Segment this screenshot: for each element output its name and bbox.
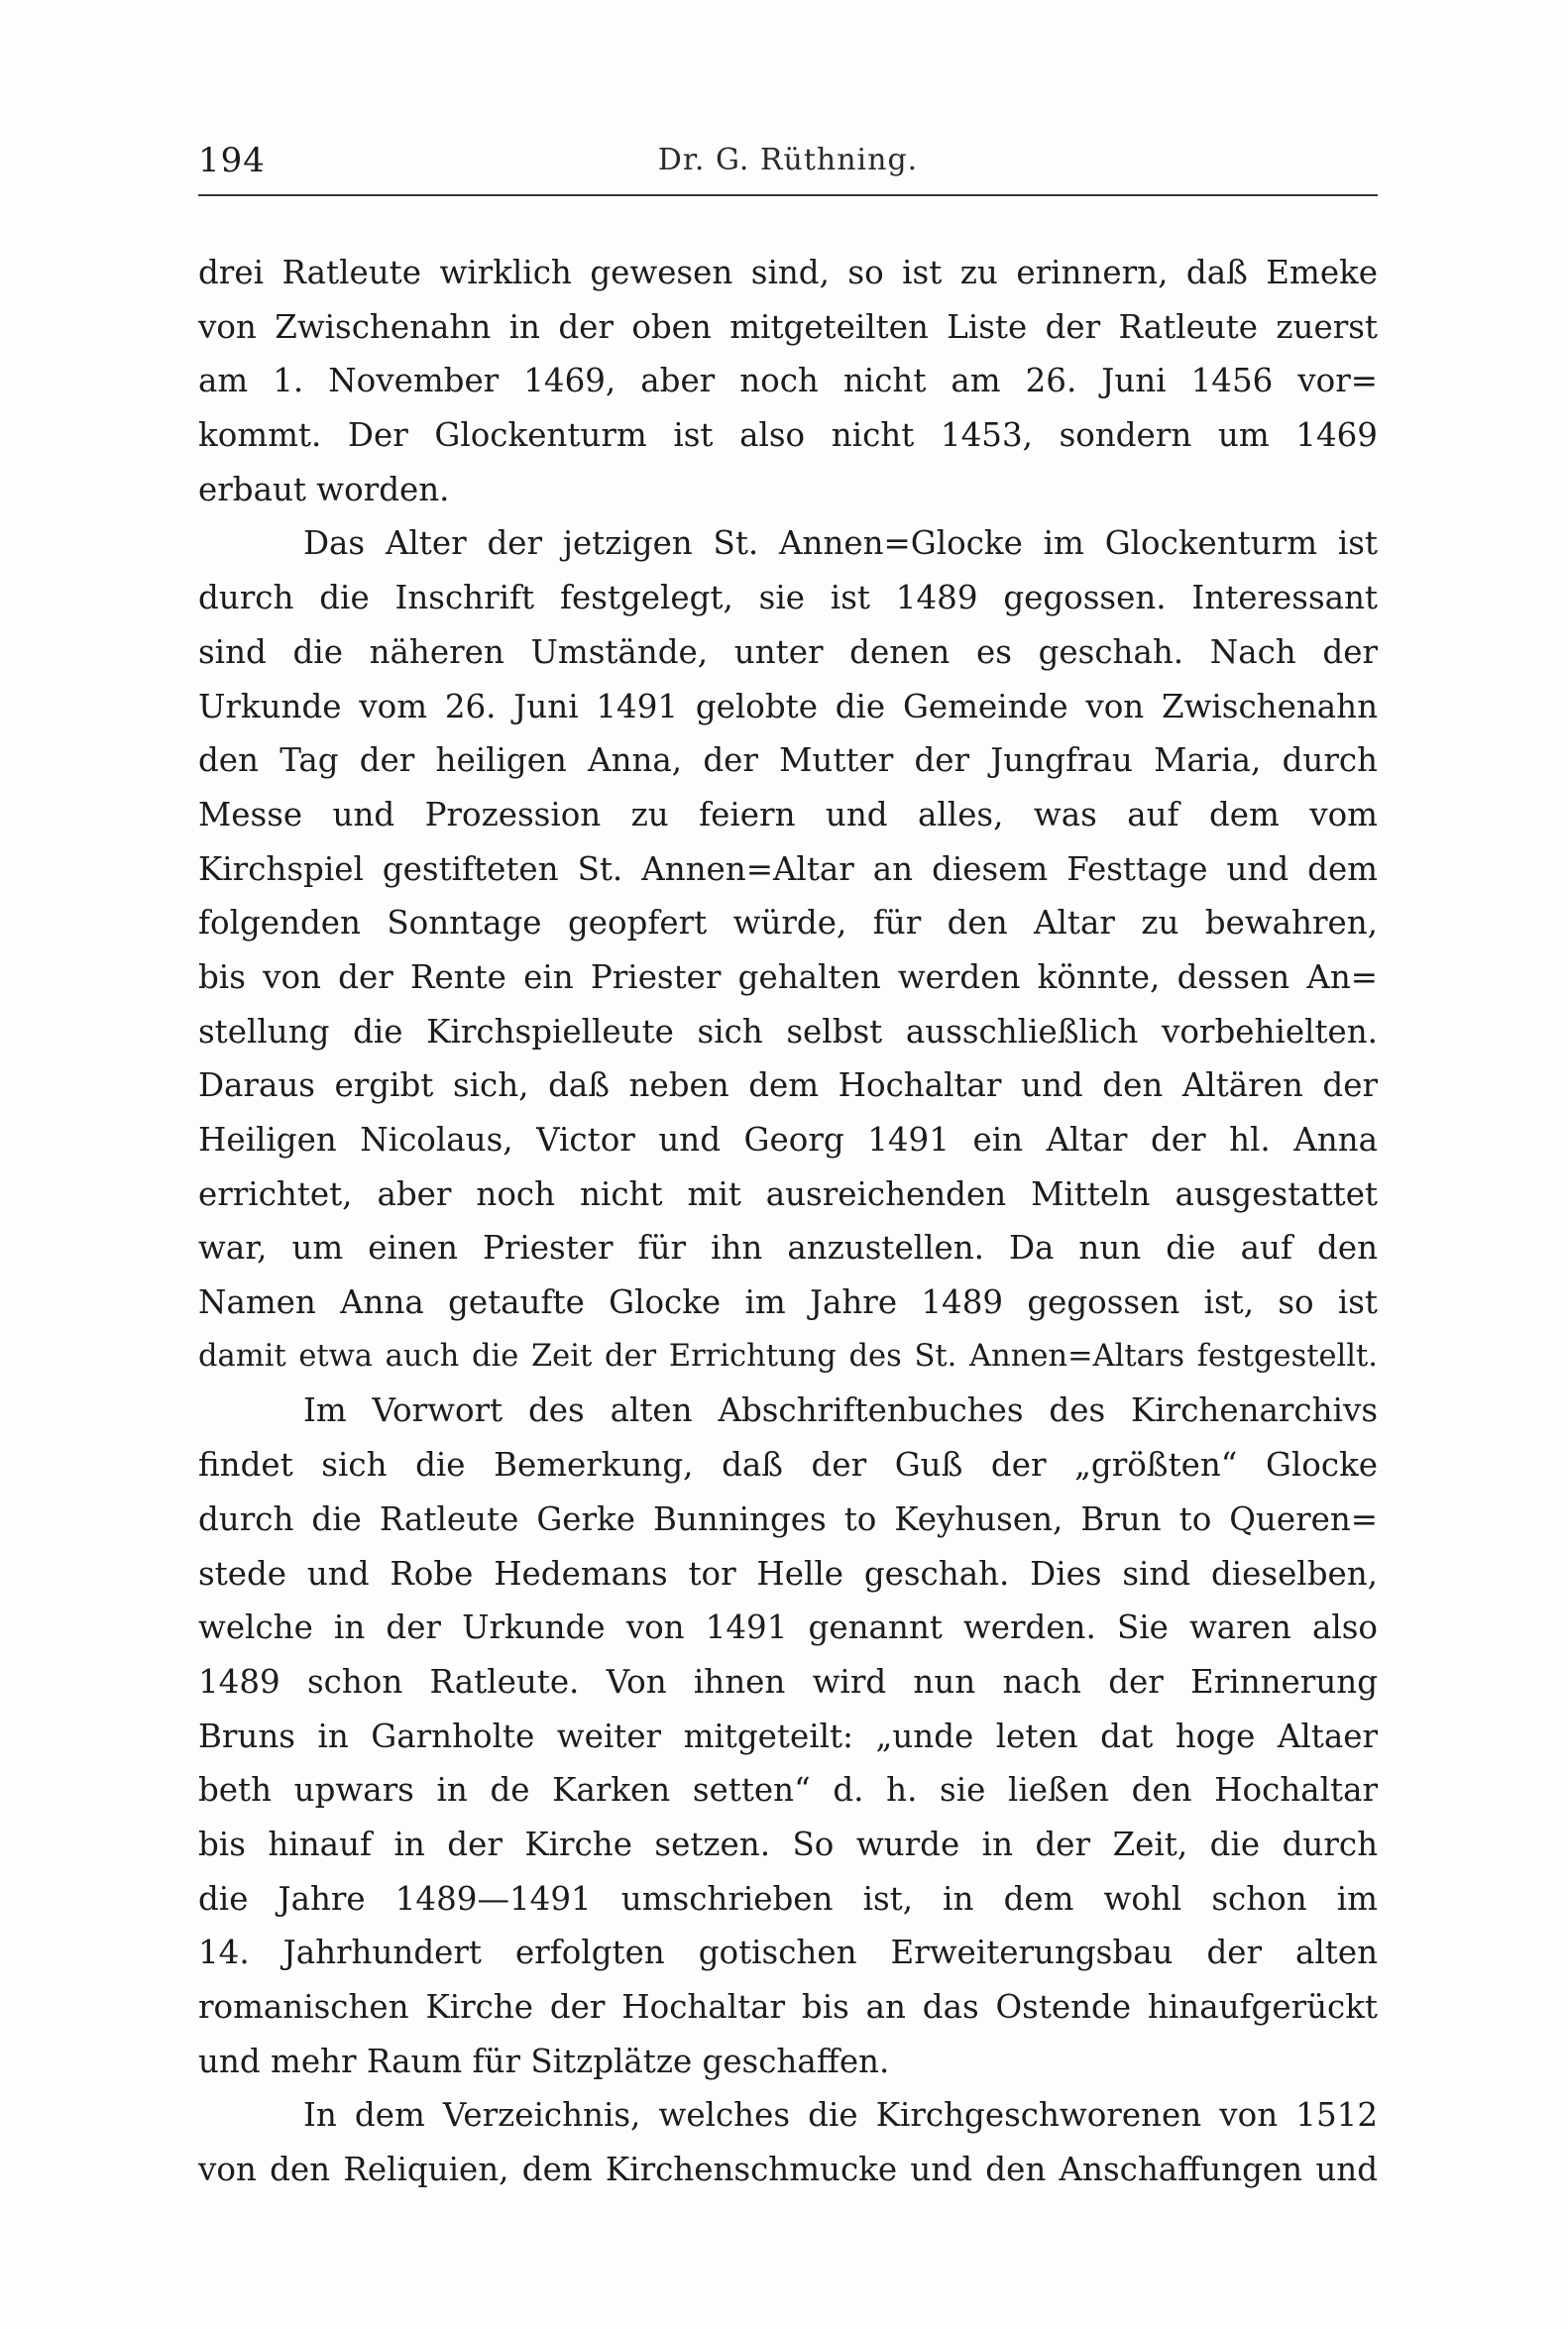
paragraph-2 — [198, 516, 1378, 1384]
text-line: die Jahre 1489—1491 umschrieben ist, in dem wohl schon im — [198, 1879, 1378, 1918]
text-line: folgenden Sonntage geopfert würde, für den Altar zu bewahren, — [198, 904, 1378, 943]
body-text — [198, 246, 1378, 2197]
text-line: Bruns in Garnholte weiter mitgeteilt: „unde leten dat hoge Altaer — [198, 1717, 1378, 1755]
text-line: errichtet, aber noch nicht mit ausreichenden Mitteln ausgestattet — [198, 1174, 1378, 1213]
text-line: durch die Inschrift festgelegt, sie ist 1489 gegossen. Interessant — [198, 579, 1378, 617]
text-line: damit etwa auch die Zeit der Errichtung des St. Annen=Altars festgestellt. — [198, 1338, 1378, 1374]
text-line: findet sich die Bemerkung, daß der Guß der „größten“ Glocke — [198, 1446, 1378, 1485]
page-number: 194 — [198, 141, 266, 180]
text-line: bis hinauf in der Kirche setzen. So wurde in der Zeit, die durch — [198, 1825, 1378, 1863]
text-line: und mehr Raum für Sitzplätze geschaffen. — [198, 2042, 890, 2080]
text-line: von den Reliquien, dem Kirchenschmucke und den Anschaffungen und — [198, 2151, 1378, 2189]
text-line: durch die Ratleute Gerke Bunninges to Keyhusen, Brun to Queren= — [198, 1499, 1378, 1538]
text-line: drei Ratleute wirklich gewesen sind, so ist zu erinnern, daß Emeke — [198, 254, 1378, 291]
text-line: bis von der Rente ein Priester gehalten werden könnte, dessen An= — [198, 957, 1378, 996]
running-head: Dr. G. Rüthning. — [657, 143, 919, 177]
text-line: Daraus ergibt sich, daß neben dem Hochaltar und den Altären der — [198, 1066, 1378, 1105]
text-line: kommt. Der Glockenturm ist also nicht 1453, sondern um 1469 — [198, 416, 1378, 455]
header-rule — [198, 194, 1378, 196]
text-line: 1489 schon Ratleute. Von ihnen wird nun nach der Erinnerung — [198, 1662, 1378, 1701]
text-line: Das Alter der jetzigen St. Annen=Glocke im Glockenturm ist — [303, 524, 1378, 563]
text-line: erbaut worden. — [198, 470, 450, 508]
text-line: Kirchspiel gestifteten St. Annen=Altar an diesem Festtage und dem — [198, 849, 1378, 888]
text-line: Messe und Prozession zu feiern und alles, was auf dem vom — [198, 795, 1378, 833]
text-line: romanischen Kirche der Hochaltar bis an das Ostende hinaufgerückt — [198, 1988, 1378, 2026]
text-line: Urkunde vom 26. Juni 1491 gelobte die Gemeinde von Zwischenahn — [198, 687, 1378, 725]
text-line: stellung die Kirchspielleute sich selbst ausschließlich vorbehielten. — [198, 1012, 1378, 1051]
text-line: von Zwischenahn in der oben mitgeteilten Liste der Ratleute zuerst — [198, 307, 1378, 346]
page-header — [198, 141, 1378, 190]
text-line: sind die näheren Umstände, unter denen es geschah. Nach der — [198, 632, 1378, 671]
text-line: Heiligen Nicolaus, Victor und Georg 1491 ein Altar der hl. Anna — [198, 1121, 1378, 1159]
text-line: stede und Robe Hedemans tor Helle geschah. Dies sind dieselben, — [198, 1554, 1378, 1593]
text-line: In dem Verzeichnis, welches die Kirchgeschworenen von 1512 — [303, 2096, 1378, 2135]
text-line: den Tag der heiligen Anna, der Mutter der Jungfrau Maria, durch — [198, 741, 1378, 780]
text-line: am 1. November 1469, aber noch nicht am 26. Juni 1456 vor= — [198, 362, 1378, 400]
text-line: Im Vorwort des alten Abschriftenbuches des Kirchenarchivs — [303, 1391, 1378, 1430]
text-line: war, um einen Priester für ihn anzustellen. Da nun die auf den — [198, 1229, 1378, 1268]
text-line: 14. Jahrhundert erfolgten gotischen Erweiterungsbau der alten — [198, 1934, 1378, 1972]
text-line: beth upwars in de Karken setten“ d. h. sie ließen den Hochaltar — [198, 1771, 1378, 1810]
text-line: Namen Anna getaufte Glocke im Jahre 1489 gegossen ist, so ist — [198, 1283, 1378, 1322]
paragraph-1 — [198, 246, 1378, 516]
paragraph-3 — [198, 1384, 1378, 2088]
text-line: welche in der Urkunde von 1491 genannt werden. Sie waren also — [198, 1608, 1378, 1647]
paragraph-4 — [198, 2088, 1378, 2196]
